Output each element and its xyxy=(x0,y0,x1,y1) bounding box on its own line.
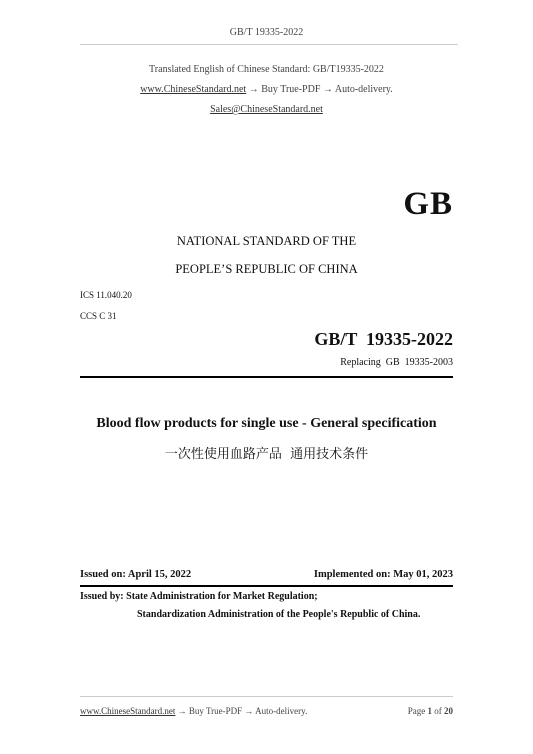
of-label: of xyxy=(434,706,442,716)
email-line xyxy=(0,104,533,115)
dates-divider xyxy=(80,585,453,587)
number-divider xyxy=(80,376,453,378)
standard-number: GB/T 19335-2022 xyxy=(314,329,453,349)
gb-logo: GB xyxy=(403,186,453,222)
page-total: 20 xyxy=(444,706,453,716)
header-divider xyxy=(80,44,458,45)
page-label: Page xyxy=(407,706,426,716)
header-link-line xyxy=(0,84,533,95)
issued-by-line2: Standardization Administration of the People's Republic of China. xyxy=(137,609,421,620)
replacing-standard: Replacing GB 19335-2003 xyxy=(340,357,453,368)
title-english: Blood flow products for single use - General specification xyxy=(96,416,437,431)
national-standard-line1: NATIONAL STANDARD OF THE xyxy=(176,234,357,248)
footer-chinesestandard-link[interactable]: www.ChineseStandard.net xyxy=(80,706,176,716)
translated-line: Translated English of Chinese Standard: GB/T19335-2022 xyxy=(149,64,384,75)
footer-divider xyxy=(80,696,453,697)
page-indicator xyxy=(360,706,453,716)
ics-code: ICS 11.040.20 xyxy=(80,290,132,300)
ccs-code: CCS C 31 xyxy=(80,311,117,321)
issued-by-line1: Issued by: State Administration for Market Regulation; xyxy=(80,591,318,602)
buy-text: → Buy True-PDF → Auto-delivery. xyxy=(248,84,393,95)
running-title: GB/T 19335-2022 xyxy=(229,27,304,38)
sales-email-link[interactable]: Sales@ChineseStandard.net xyxy=(210,104,323,115)
issued-on: Issued on: April 15, 2022 xyxy=(80,569,192,580)
title-chinese: 一次性使用血路产品 通用技术条件 xyxy=(164,447,369,462)
national-standard-line2: PEOPLE’S REPUBLIC OF CHINA xyxy=(175,262,358,276)
footer-buy-text: → Buy True-PDF → Auto-delivery. xyxy=(177,706,308,716)
page-number: 1 xyxy=(427,706,432,716)
implemented-on: Implemented on: May 01, 2023 xyxy=(313,569,453,580)
chinesestandard-link[interactable]: www.ChineseStandard.net xyxy=(140,84,247,95)
footer-link-line xyxy=(80,706,307,716)
